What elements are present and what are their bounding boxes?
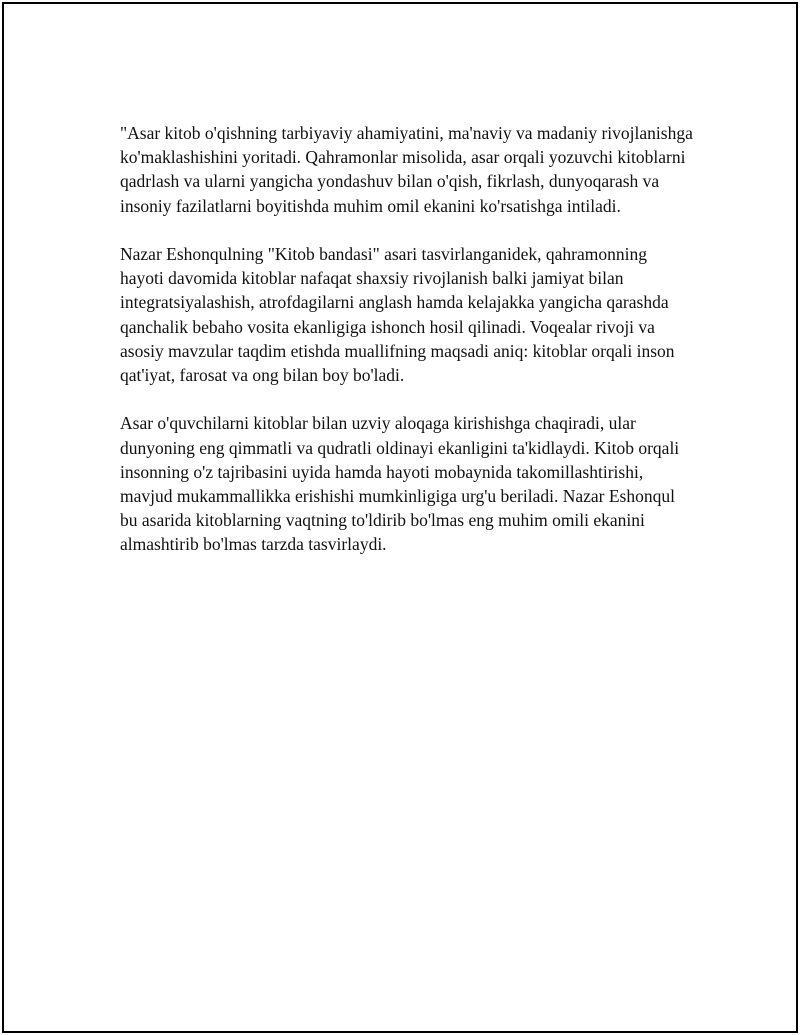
document-body [120, 121, 695, 581]
paragraph-2: Nazar Eshonqulning "Kitob bandasi" asari tasvirlanganidek, qahramonning hayoti davomida kitoblar nafaqat shaxsiy rivojlanish balki jamiyat bilan integratsiyalashish, atrofdagilarni anglash hamda kelajakka yangicha qarashda qanchalik bebaho vosita ekanligiga ishonch hosil qilinadi. Voqealar rivoji va asosiy mavzular taqdim etishda muallifning maqsadi aniq: kitoblar orqali inson qat'iyat, farosat va ong bilan boy bo'ladi. [120, 244, 675, 386]
paragraph-1: "Asar kitob o'qishning tarbiyaviy ahamiyatini, ma'naviy va madaniy rivojlanishga ko'maklashishini yoritadi. Qahramonlar misolida, asar orqali yozuvchi kitoblarni qadrlash va ularni yangicha yondashuv bilan o'qish, fikrlash, dunyoqarash va insoniy fazilatlarni boyitishda muhim omil ekanini ko'rsatishga intiladi. [120, 123, 693, 216]
paragraph-3: Asar o'quvchilarni kitoblar bilan uzviy aloqaga kirishishga chaqiradi, ular dunyoning eng qimmatli va qudratli oldinayi ekanligini ta'kidlaydi. Kitob orqali insonning o'z tajribasini uyida hamda hayoti mobaynida takomillashtirishi, mavjud mukammallikka erishishi mumkinligiga urg'u beriladi. Nazar Eshonqul bu asarida kitoblarning vaqtning to'ldirib bo'lmas eng muhim omili ekanini almashtirib bo'lmas tarzda tasvirlaydi. [120, 413, 680, 555]
document-page [2, 2, 798, 1033]
